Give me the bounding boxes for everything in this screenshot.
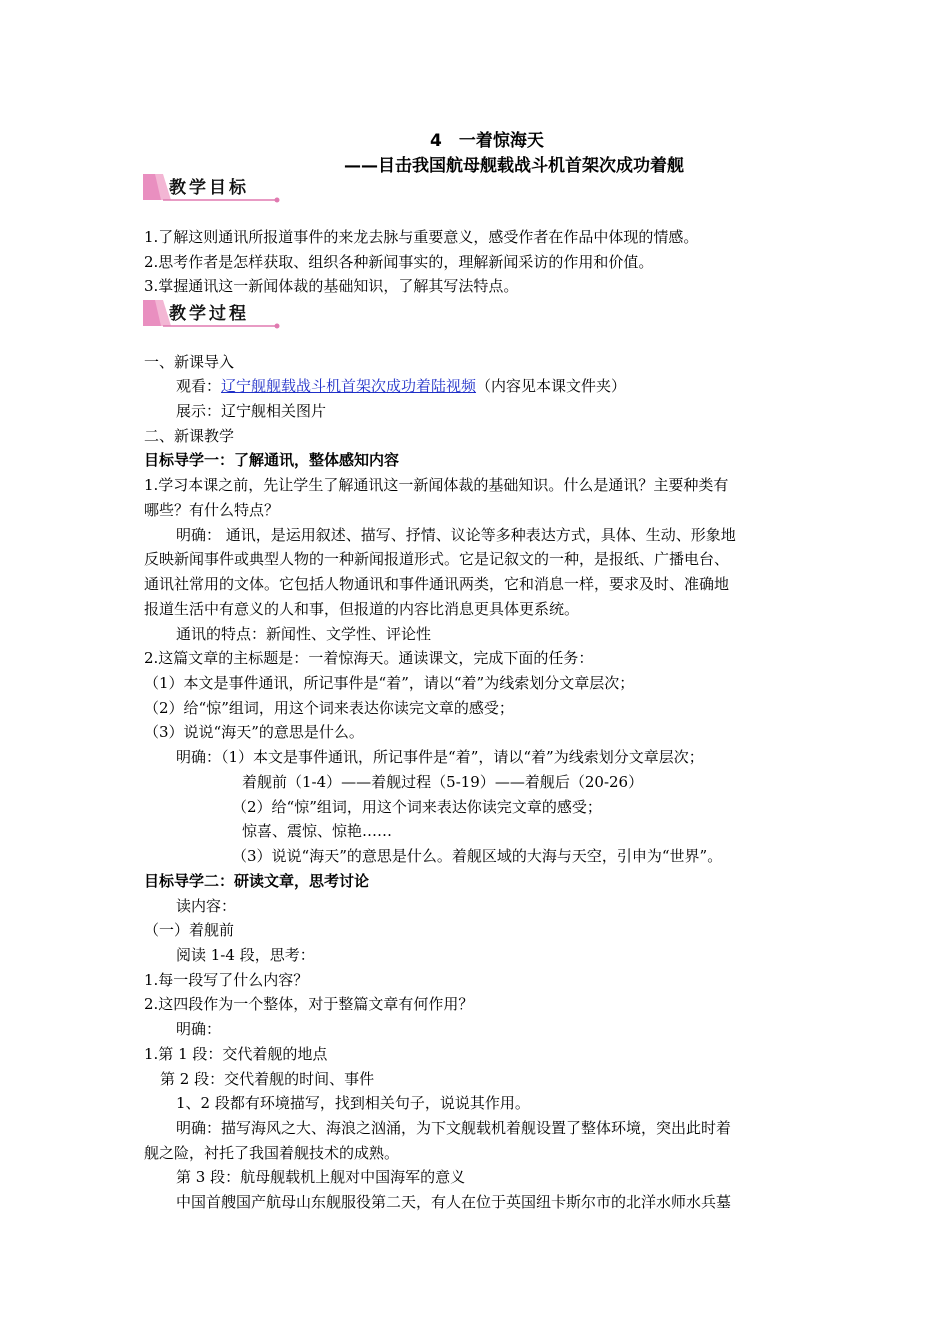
text-line: 第 3 段：航母舰载机上舰对中国海军的意义 [176, 1168, 466, 1186]
text-line: 2.这篇文章的主标题是：一着惊海天。通读课文，完成下面的任务： [144, 649, 594, 667]
watch-suffix: （内容见本课文件夹） [476, 377, 627, 395]
text-line: （3）说说“海天”的意思是什么。着舰区域的大海与天空，引申为“世界”。 [232, 847, 723, 865]
text-line: 中国首艘国产航母山东舰服役第二天，有人在位于英国纽卡斯尔市的北洋水师水兵墓 [176, 1193, 732, 1211]
text-line: 反映新闻事件或典型人物的一种新闻报道形式。它是记叙文的一种，是报纸、广播电台、 [144, 550, 730, 568]
text-line: 着舰前（1-4）——着舰过程（5-19）——着舰后（20-26） [242, 773, 644, 791]
text-line: 舰之险，衬托了我国着舰技术的成熟。 [144, 1144, 400, 1162]
goals-badge [143, 170, 283, 204]
text-line: 哪些？有什么特点？ [144, 501, 280, 519]
text-line: （2）给“惊”组词，用这个词来表达你读完文章的感受； [144, 699, 514, 717]
lesson-subtitle: ——目击我国航母舰载战斗机首架次成功着舰 [344, 156, 684, 176]
text-line: 1.每一段写了什么内容？ [144, 971, 309, 989]
goal-guide-1: 目标导学一：了解通讯，整体感知内容 [144, 451, 400, 469]
process-badge-label: 教学过程 [169, 304, 249, 324]
process-badge [143, 296, 283, 330]
text-line: 惊喜、震惊、惊艳…… [242, 822, 393, 840]
goal-2: 2.思考作者是怎样获取、组织各种新闻事实的，理解新闻采访的作用和价值。 [144, 253, 654, 271]
text-line: （2）给“惊”组词，用这个词来表达你读完文章的感受； [232, 798, 602, 816]
text-line: 读内容： [176, 897, 237, 915]
text-line: 通讯的特点：新闻性、文学性、评论性 [176, 625, 432, 643]
text-line: 2.这四段作为一个整体，对于整篇文章有何作用？ [144, 995, 474, 1013]
goal-guide-2: 目标导学二：研读文章，思考讨论 [144, 872, 370, 890]
text-line: 1.第 1 段：交代着舰的地点 [144, 1045, 328, 1063]
text-line: （1）本文是事件通讯，所记事件是“着”，请以“着”为线索划分文章层次； [144, 674, 635, 692]
heading-teaching: 二、新课教学 [144, 427, 235, 445]
heading-intro: 一、新课导入 [144, 353, 235, 371]
goal-3: 3.掌握通讯这一新闻体裁的基础知识，了解其写法特点。 [144, 277, 519, 295]
text-line: 1、2 段都有环境描写，找到相关句子，说说其作用。 [176, 1094, 530, 1112]
watch-prefix: 观看： [176, 377, 222, 395]
text-line: 1.学习本课之前，先让学生了解通讯这一新闻体裁的基础知识。什么是通讯？主要种类有 [144, 476, 729, 494]
text-line: 通讯社常用的文体。它包括人物通讯和事件通讯两类，它和消息一样，要求及时、准确地 [144, 575, 730, 593]
watch-line [176, 376, 626, 396]
text-line: （3）说说“海天”的意思是什么。 [144, 723, 364, 741]
text-line: 报道生活中有意义的人和事，但报道的内容比消息更具体更系统。 [144, 600, 580, 618]
goals-badge-label: 教学目标 [169, 178, 249, 198]
text-line: 阅读 1-4 段，思考： [176, 946, 315, 964]
text-line: 明确： 通讯，是运用叙述、描写、抒情、议论等多种表达方式，具体、生动、形象地 [176, 526, 736, 544]
text-line: （一）着舰前 [144, 921, 235, 939]
text-line: 明确：描写海风之大、海浪之汹涌，为下文舰载机着舰设置了整体环境，突出此时着 [176, 1119, 732, 1137]
goal-1: 1.了解这则通讯所报道事件的来龙去脉与重要意义，感受作者在作品中体现的情感。 [144, 228, 699, 246]
lesson-title: 4 一着惊海天 [430, 131, 544, 151]
text-line: 明确：（1）本文是事件通讯，所记事件是“着”，请以“着”为线索划分文章层次； [176, 748, 704, 766]
text-line: 明确： [176, 1020, 222, 1038]
video-link[interactable]: 辽宁舰舰载战斗机首架次成功着陆视频 [221, 377, 477, 395]
text-line: 第 2 段：交代着舰的时间、事件 [160, 1070, 375, 1088]
show-line: 展示：辽宁舰相关图片 [176, 402, 327, 420]
